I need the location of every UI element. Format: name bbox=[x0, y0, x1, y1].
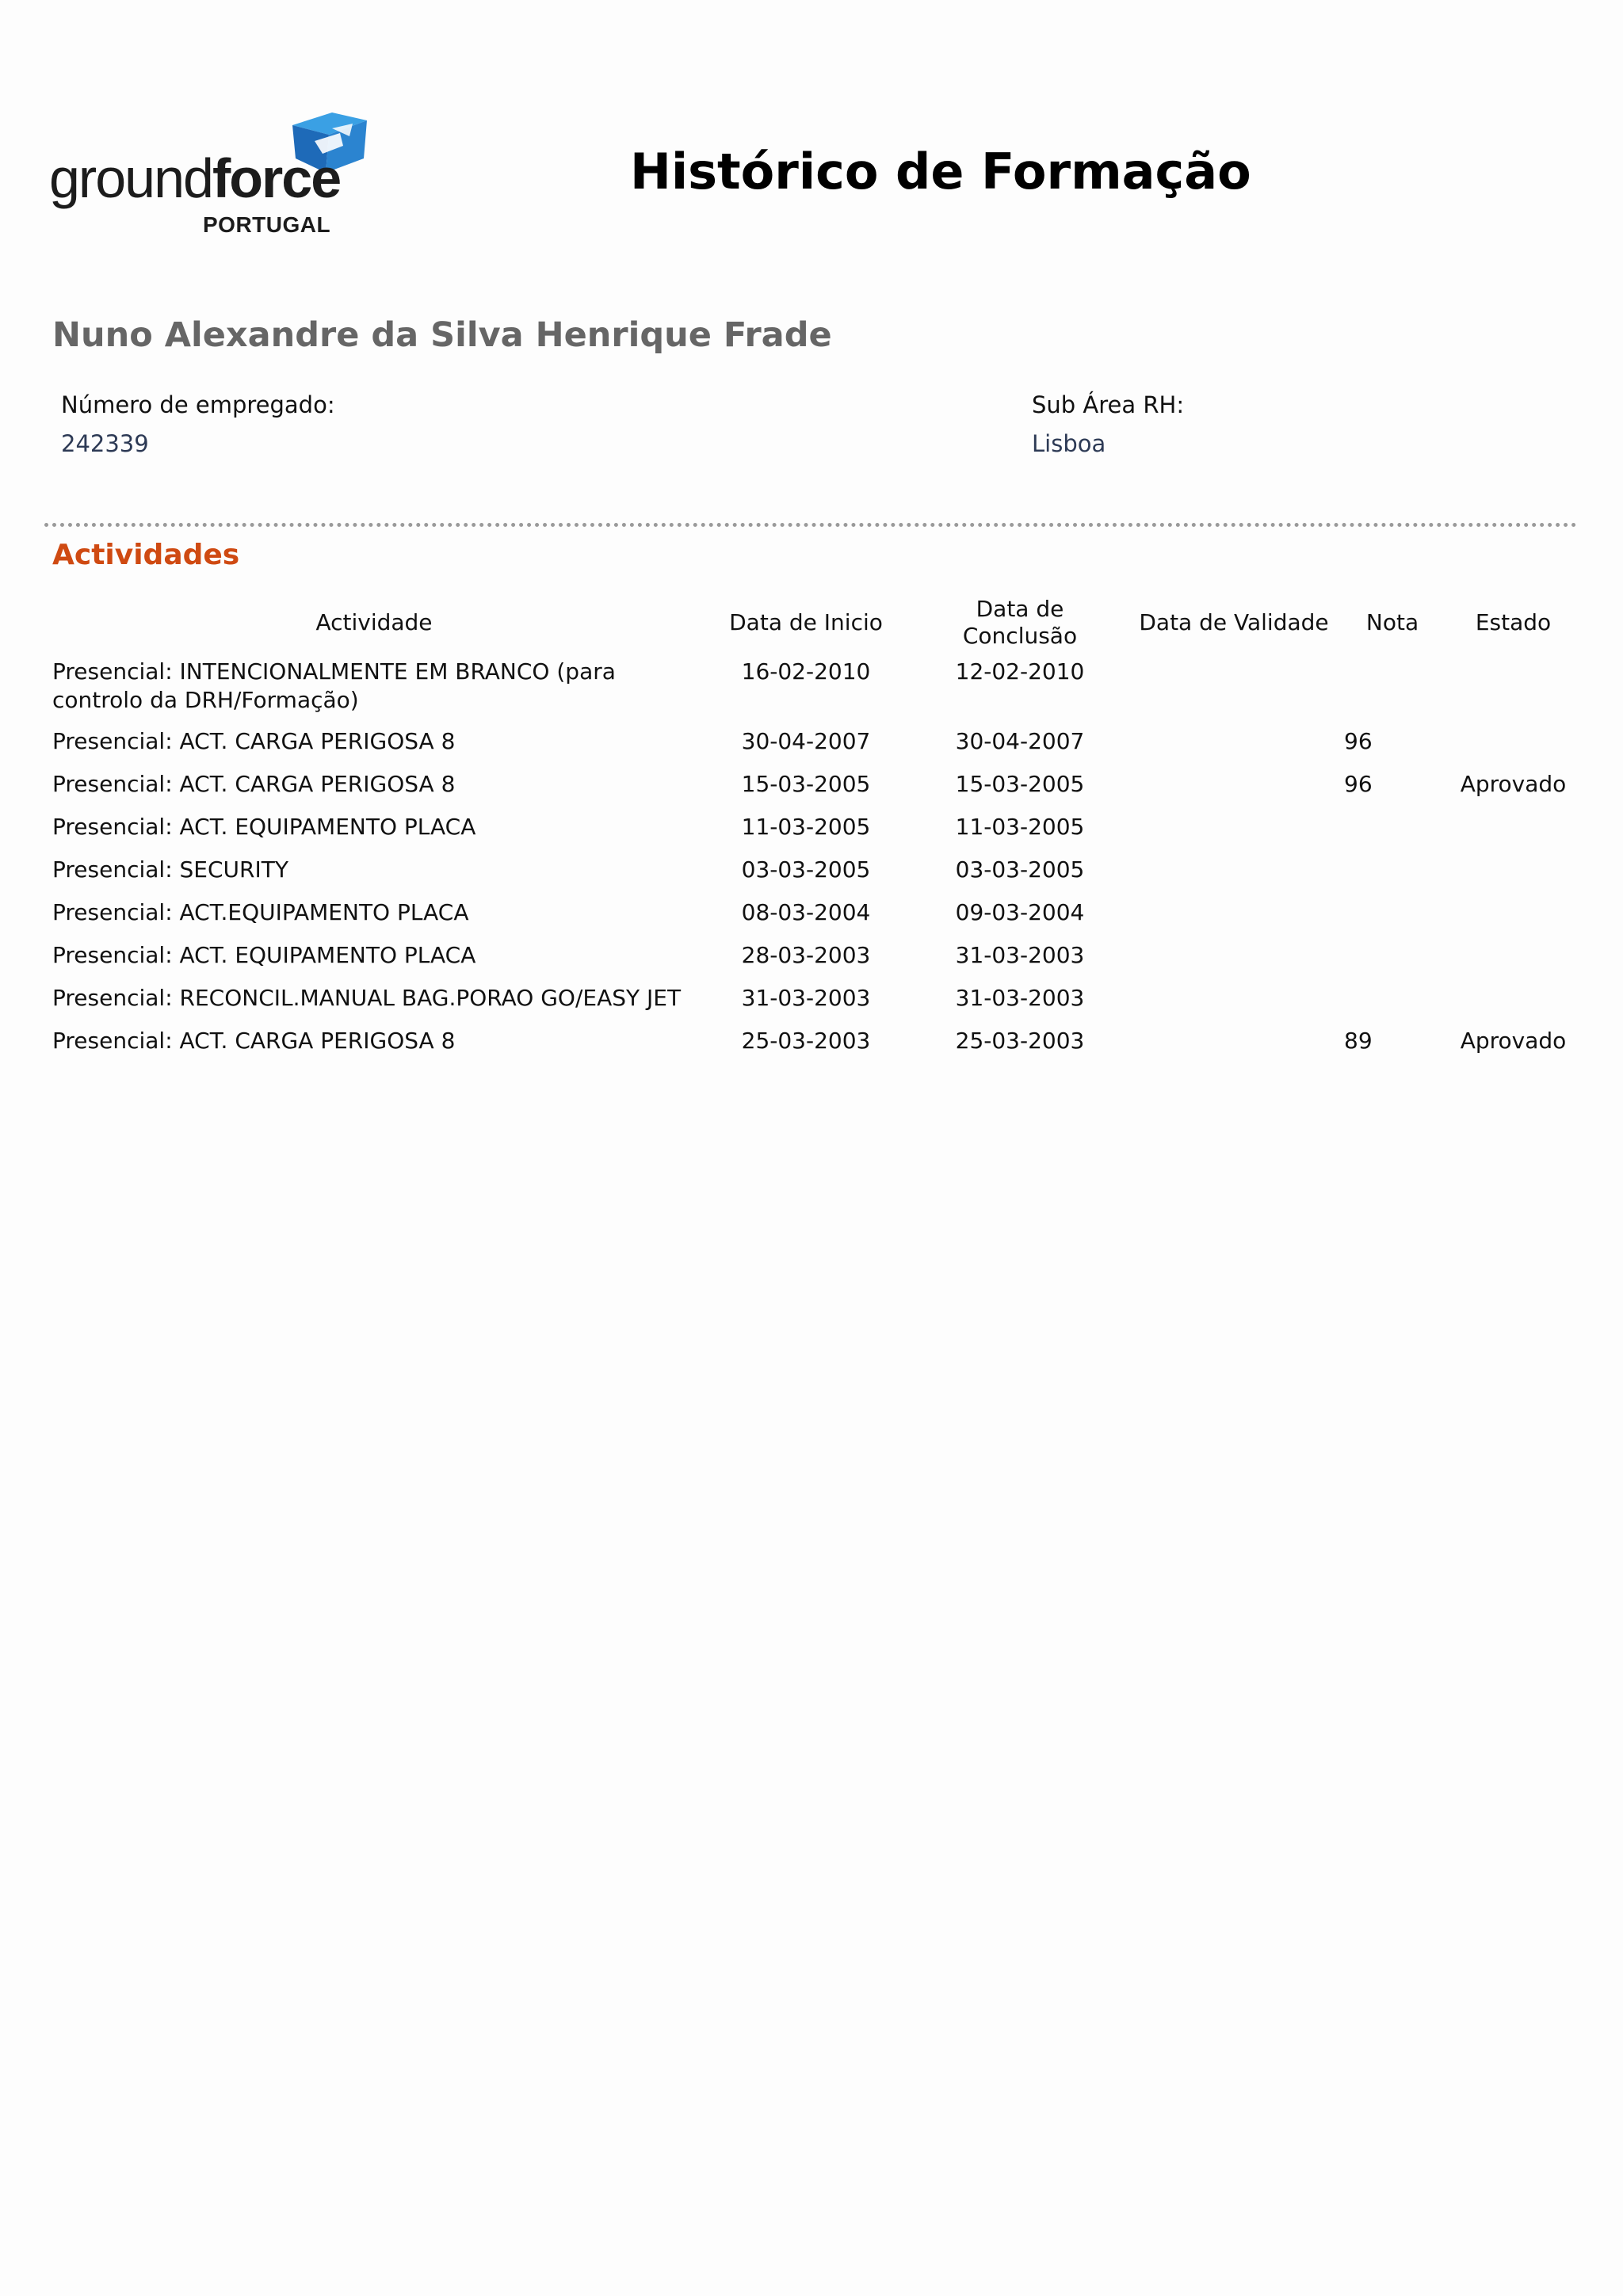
cell-nota: 89 bbox=[1344, 1028, 1373, 1054]
cell-nota bbox=[1341, 856, 1444, 898]
cell-data-inicio: 11-03-2005 bbox=[741, 814, 871, 840]
cell-data-validade bbox=[1127, 813, 1341, 856]
cell-data-conclusao: 31-03-2003 bbox=[955, 942, 1085, 968]
cell-data-conclusao: 15-03-2005 bbox=[955, 771, 1085, 797]
cell-data-inicio: 31-03-2003 bbox=[741, 985, 871, 1011]
cell-data-validade bbox=[1127, 770, 1341, 813]
cell-data-conclusao: 11-03-2005 bbox=[955, 814, 1085, 840]
cell-data-conclusao: 25-03-2003 bbox=[955, 1028, 1085, 1054]
cell-data-validade bbox=[1127, 856, 1341, 898]
cell-data-validade bbox=[1127, 984, 1341, 1027]
table-row bbox=[49, 984, 1583, 1027]
cell-nota bbox=[1341, 941, 1444, 984]
header-data-conclusao bbox=[913, 588, 1127, 658]
employee-name: Nuno Alexandre da Silva Henrique Frade bbox=[52, 315, 832, 355]
cell-actividade: Presencial: INTENCIONALMENTE EM BRANCO (para controlo da DRH/Formação) bbox=[52, 658, 616, 713]
cell-data-conclusao: 30-04-2007 bbox=[955, 728, 1085, 754]
cell-actividade: Presencial: ACT. EQUIPAMENTO PLACA bbox=[52, 814, 476, 840]
cell-estado bbox=[1444, 856, 1583, 898]
cell-data-conclusao: 31-03-2003 bbox=[955, 985, 1085, 1011]
cell-data-inicio: 08-03-2004 bbox=[741, 899, 871, 925]
cell-nota bbox=[1341, 984, 1444, 1027]
groundforce-logo bbox=[49, 109, 382, 244]
table-row bbox=[49, 770, 1583, 813]
employee-number-label: Número de empregado: bbox=[61, 391, 335, 418]
cell-data-inicio: 03-03-2005 bbox=[741, 856, 871, 883]
table-row bbox=[49, 941, 1583, 984]
cell-estado bbox=[1444, 898, 1583, 941]
header-data-inicio: Data de Inicio bbox=[729, 609, 883, 635]
logo-subtitle: PORTUGAL bbox=[203, 212, 331, 237]
cell-estado bbox=[1444, 941, 1583, 984]
section-title-actividades: Actividades bbox=[52, 539, 240, 571]
cell-nota bbox=[1341, 898, 1444, 941]
header-data-validade: Data de Validade bbox=[1139, 609, 1329, 635]
cell-actividade: Presencial: RECONCIL.MANUAL BAG.PORAO GO/EASY JET bbox=[52, 985, 682, 1011]
cell-actividade: Presencial: ACT. CARGA PERIGOSA 8 bbox=[52, 728, 456, 754]
cell-estado bbox=[1444, 658, 1583, 727]
cell-nota bbox=[1341, 813, 1444, 856]
subarea-label: Sub Área RH: bbox=[1032, 391, 1185, 418]
table-row bbox=[49, 813, 1583, 856]
cell-estado: Aprovado bbox=[1460, 771, 1567, 797]
table-row bbox=[49, 658, 1583, 727]
cell-actividade: Presencial: ACT. CARGA PERIGOSA 8 bbox=[52, 771, 456, 797]
cell-nota bbox=[1341, 658, 1444, 727]
table-row bbox=[49, 1027, 1583, 1070]
cell-data-validade bbox=[1127, 658, 1341, 727]
header-data-conclusao-text: Data de Conclusão bbox=[962, 596, 1078, 649]
table-header-row bbox=[49, 588, 1583, 658]
header-estado: Estado bbox=[1475, 609, 1552, 635]
cell-data-inicio: 15-03-2005 bbox=[741, 771, 871, 797]
cell-data-validade bbox=[1127, 898, 1341, 941]
cell-actividade: Presencial: SECURITY bbox=[52, 856, 288, 883]
cell-data-validade bbox=[1127, 1027, 1341, 1070]
cell-data-conclusao: 09-03-2004 bbox=[955, 899, 1085, 925]
cell-data-inicio: 16-02-2010 bbox=[741, 658, 871, 685]
table-row bbox=[49, 898, 1583, 941]
logo-wordmark: groundforce bbox=[49, 147, 341, 209]
cell-data-validade bbox=[1127, 941, 1341, 984]
cell-data-inicio: 30-04-2007 bbox=[741, 728, 871, 754]
cell-nota: 96 bbox=[1344, 728, 1373, 754]
employee-number-value: 242339 bbox=[61, 430, 149, 457]
cell-data-conclusao: 12-02-2010 bbox=[955, 658, 1085, 685]
table-row bbox=[49, 856, 1583, 898]
cell-data-inicio: 28-03-2003 bbox=[741, 942, 871, 968]
cell-data-conclusao: 03-03-2005 bbox=[955, 856, 1085, 883]
cell-estado bbox=[1444, 727, 1583, 770]
table-row bbox=[49, 727, 1583, 770]
page-title: Histórico de Formação bbox=[630, 143, 1251, 200]
cell-actividade: Presencial: ACT. CARGA PERIGOSA 8 bbox=[52, 1028, 456, 1054]
cell-estado bbox=[1444, 984, 1583, 1027]
cell-estado: Aprovado bbox=[1460, 1028, 1567, 1054]
activities-table bbox=[49, 588, 1583, 1070]
section-divider bbox=[44, 523, 1577, 527]
header-nota: Nota bbox=[1365, 609, 1419, 635]
cell-estado bbox=[1444, 813, 1583, 856]
cell-actividade: Presencial: ACT.EQUIPAMENTO PLACA bbox=[52, 899, 469, 925]
header-actividade: Actividade bbox=[315, 609, 433, 635]
cell-data-inicio: 25-03-2003 bbox=[741, 1028, 871, 1054]
cell-nota: 96 bbox=[1344, 771, 1373, 797]
subarea-value: Lisboa bbox=[1032, 430, 1106, 457]
cell-actividade: Presencial: ACT. EQUIPAMENTO PLACA bbox=[52, 942, 476, 968]
cell-data-validade bbox=[1127, 727, 1341, 770]
